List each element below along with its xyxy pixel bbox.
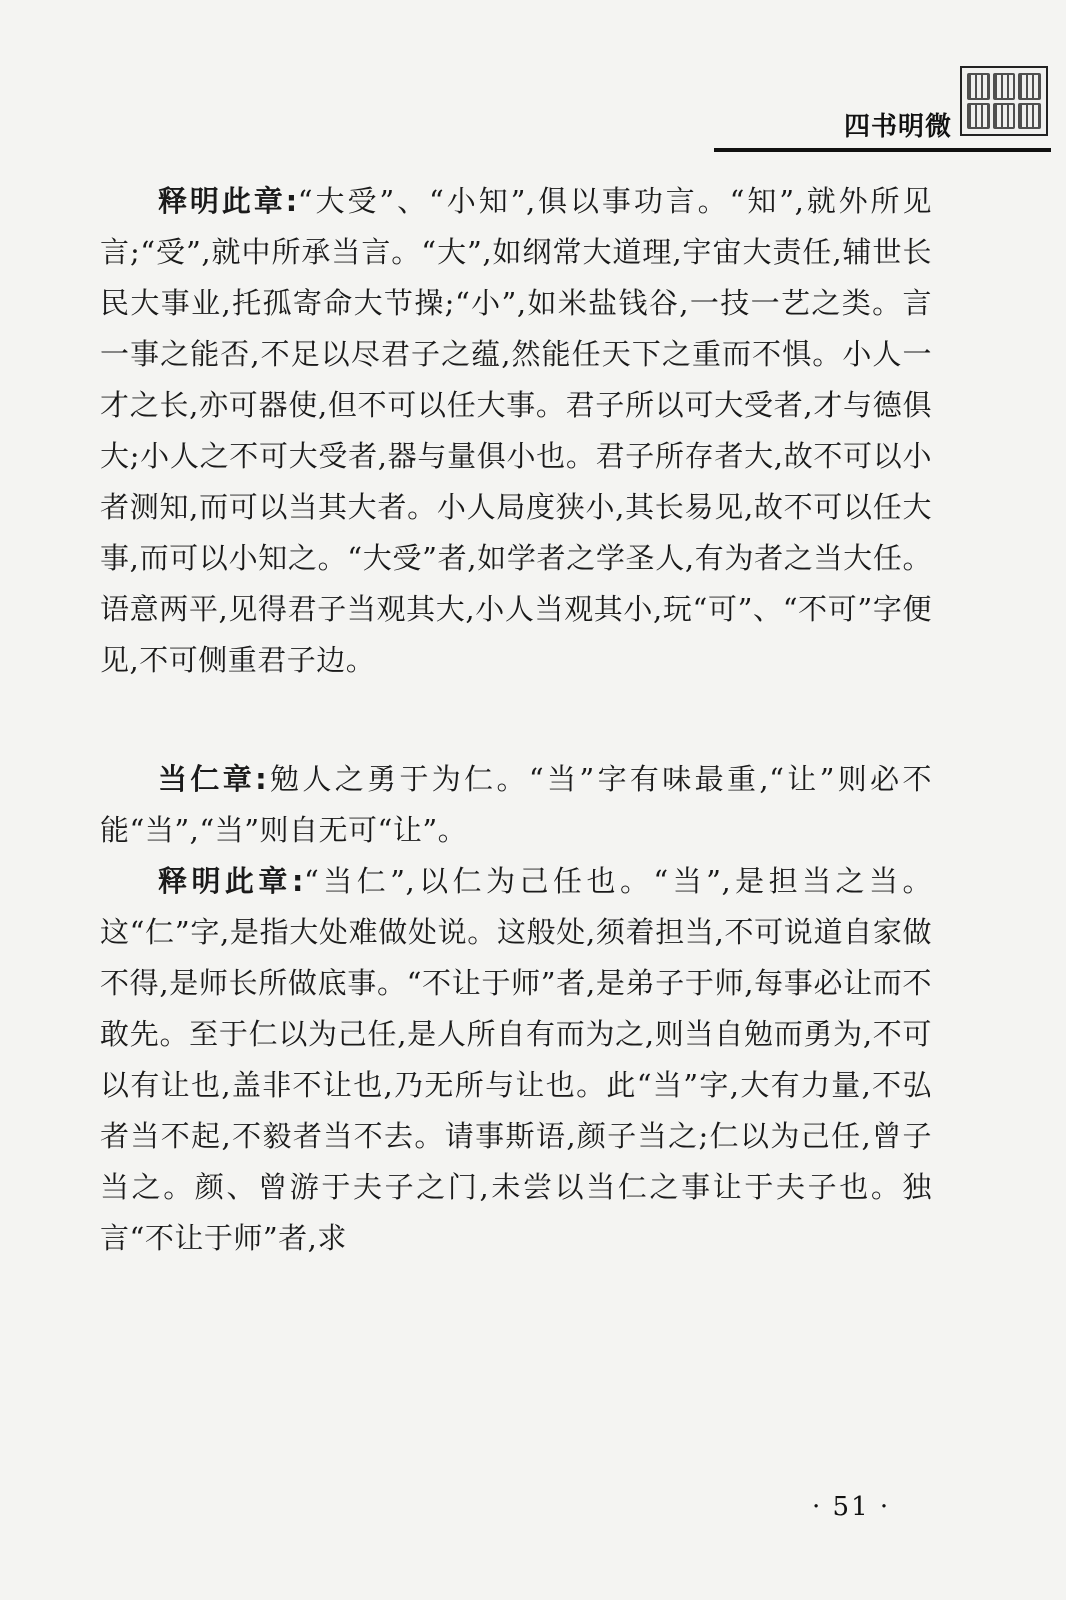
paragraph-1 <box>100 176 932 686</box>
paragraph-2 <box>100 754 932 856</box>
paragraph-text: “当仁”,以仁为己任也。“当”,是担当之当。这“仁”字,是指大处难做处说。这般处,须着担当,不可说道自家做不得,是师长所做底事。“不让于师”者,是弟子于师,每事必让而不敢先。至于仁以为己任,是人所自有而为之,则当自勉而勇为,不可以有让也,盖非不让也,乃无所与让也。此“当”字,大有力量,不弘者当不起,不毅者当不去。请事斯语,颜子当之;仁以为己任,曾子当之。颜、曾游于夫子之门,未尝以当仁之事让于夫子也。独言“不让于师”者,求 <box>100 864 932 1255</box>
paragraph-3 <box>100 856 932 1264</box>
page-number: · 51 · <box>812 1492 891 1522</box>
paragraph-label: 释明此章: <box>158 184 298 218</box>
running-head-title: 四书明微 <box>843 112 952 142</box>
body-text <box>100 176 932 1264</box>
page-header <box>0 0 1066 160</box>
section-spacer <box>100 686 932 754</box>
paragraph-text: 勉人之勇于为仁。“当”字有味最重,“让”则必不能“当”,“当”则自无可“让”。 <box>100 762 932 847</box>
seal-logo-icon <box>960 66 1048 136</box>
paragraph-label: 当仁章: <box>158 762 268 796</box>
header-rule <box>714 148 1051 152</box>
paragraph-label: 释明此章: <box>158 864 304 898</box>
paragraph-text: “大受”、“小知”,俱以事功言。“知”,就外所见言;“受”,就中所承当言。“大”,如纲常大道理,宇宙大责任,辅世长民大事业,托孤寄命大节操;“小”,如米盐钱谷,一技一艺之类。言一事之能否,不足以尽君子之蕴,然能任天下之重而不惧。小人一才之长,亦可器使,但不可以任大事。君子所以可大受者,才与德俱大;小人之不可大受者,器与量俱小也。君子所存者大,故不可以小者测知,而可以当其大者。小人局度狭小,其长易见,故不可以任大事,而可以小知之。“大受”者,如学者之学圣人,有为者之当大任。语意两平,见得君子当观其大,小人当观其小,玩“可”、“不可”字便见,不可侧重君子边。 <box>100 184 932 677</box>
